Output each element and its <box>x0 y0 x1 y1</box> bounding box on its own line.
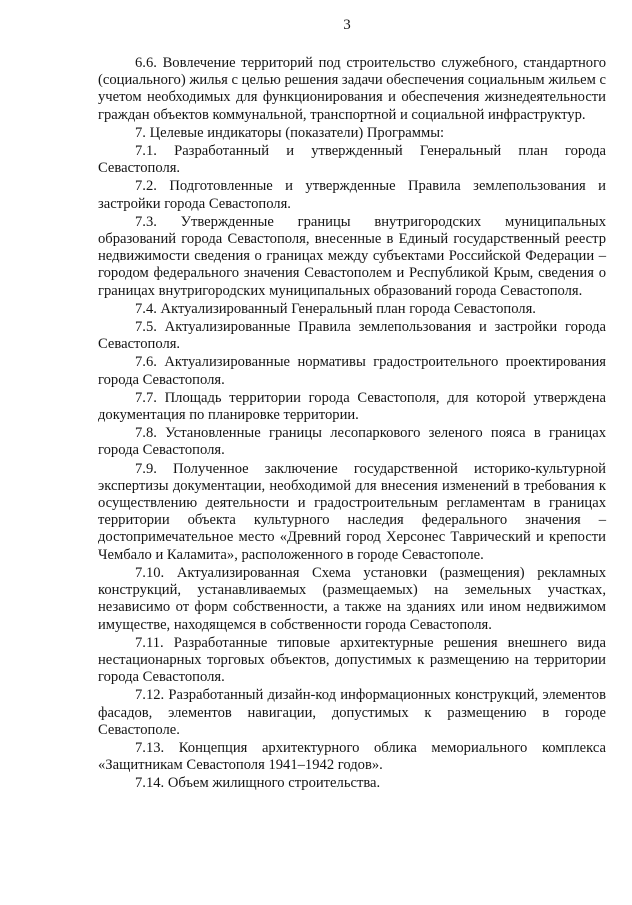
paragraph-7-7: 7.7. Площадь территории города Севастополя, для которой утверждена документация по планировке территории. <box>98 389 606 424</box>
paragraph-7-3: 7.3. Утвержденные границы внутригородских муниципальных образований города Севастополя, внесенные в Единый государственный реестр недвижимости сведения о границах между субъектами Российской Федерации – городом федерального значения Севастополем и Республикой Крым, сведения о границах внутригородских муниципальных образований города Севастополя. <box>98 213 606 299</box>
paragraph-6-6: 6.6. Вовлечение территорий под строительство служебного, стандартного (социального) жилья с целью решения задачи обеспечения социальным жильем с учетом необходимых для функционирования и обеспечения жизнедеятельности граждан объектов коммунальной, транспортной и социальной инфраструктур. <box>98 55 606 123</box>
paragraph-7-6: 7.6. Актуализированные нормативы градостроительного проектирования города Севастополя. <box>98 354 606 388</box>
paragraph-7-2: 7.2. Подготовленные и утвержденные Правила землепользования и застройки города Севастополя. <box>98 178 606 212</box>
paragraph-7-heading: 7. Целевые индикаторы (показатели) Программы: <box>135 124 445 141</box>
paragraph-7-8: 7.8. Установленные границы лесопаркового зеленого пояса в границах города Севастополя. <box>98 425 606 459</box>
paragraph-7-10: 7.10. Актуализированная Схема установки (размещения) рекламных конструкций, устанавливаемых (размещаемых) на земельных участках, независимо от форм собственности, а также на зданиях или ином недвижимом имуществе, находящемся в собственности города Севастополя. <box>98 564 606 633</box>
paragraph-7-9: 7.9. Полученное заключение государственной историко-культурной экспертизы документации, необходимой для внесения изменений в требования к осуществлению деятельности и градостроительным регламентам в границах территории объекта культурного наследия федерального значения – достопримечательное место «Древний город Херсонес Таврический и крепости Чембало и Каламита», расположенного в городе Севастополе. <box>98 460 606 563</box>
paragraph-7-5: 7.5. Актуализированные Правила землепользования и застройки города Севастополя. <box>98 319 606 353</box>
paragraph-7-4: 7.4. Актуализированный Генеральный план города Севастополя. <box>135 300 536 317</box>
page-number: 3 <box>343 17 351 33</box>
paragraph-7-12: 7.12. Разработанный дизайн-код информационных конструкций, элементов фасадов, элементов навигации, допустимых к размещению в городе Севастополе. <box>98 687 606 738</box>
paragraph-7-13: 7.13. Концепция архитектурного облика мемориального комплекса «Защитникам Севастополя 1941–1942 годов». <box>98 739 606 774</box>
paragraph-7-11: 7.11. Разработанные типовые архитектурные решения внешнего вида нестационарных торговых объектов, допустимых к размещению на территории города Севастополя. <box>98 634 606 686</box>
paragraph-7-14: 7.14. Объем жилищного строительства. <box>135 775 381 792</box>
paragraph-7-1: 7.1. Разработанный и утвержденный Генеральный план города Севастополя. <box>98 143 606 177</box>
